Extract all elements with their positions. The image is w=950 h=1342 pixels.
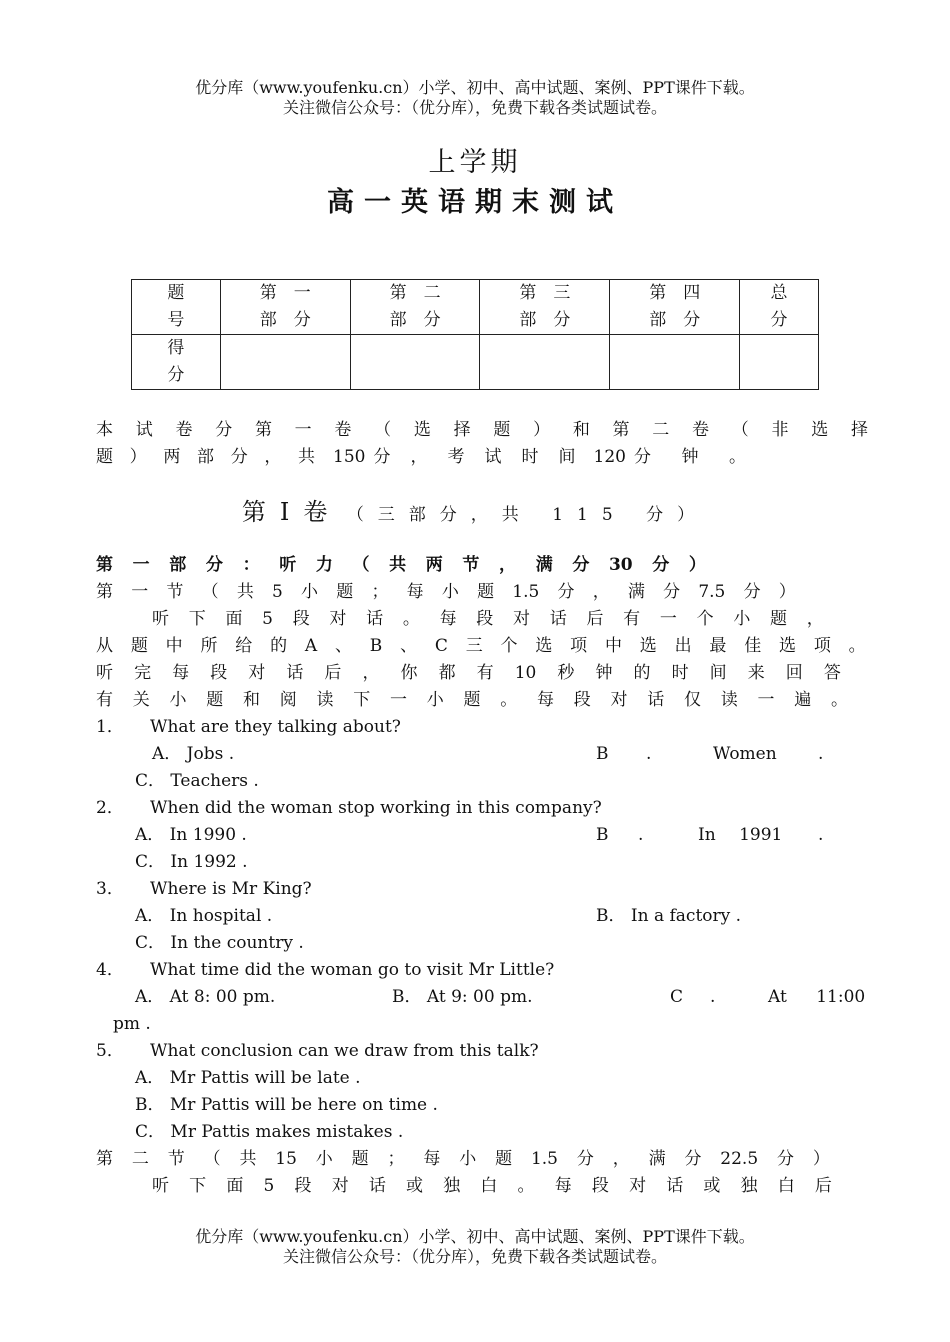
option-c[interactable]: C． Teachers .	[135, 771, 259, 791]
volume-desc: （三部分，共 115 分）	[346, 505, 709, 525]
question-text: What are they talking about?	[150, 717, 401, 737]
score-header-cell: 第 三 部 分	[480, 280, 610, 335]
section1-heading: 第 一 节 （ 共 5 小 题 ； 每 小 题 1.5 分 ， 满 分 7.5 分 ）	[96, 582, 796, 602]
section2-instruction: 听 下 面 5 段 对 话 或 独 白 。 每 段 对 话 或 独 白 后	[152, 1176, 832, 1196]
option-b[interactable]: B． Mr Pattis will be here on time .	[135, 1095, 438, 1115]
intro-text: 分 ， 考 试 时 间	[373, 447, 576, 467]
option-b[interactable]: B． In a factory .	[596, 906, 742, 926]
option-b-dot: .	[638, 825, 644, 845]
score-table-header-row	[132, 280, 819, 335]
score-header-cell: 第 四 部 分	[610, 280, 740, 335]
option-c-label[interactable]: C	[670, 987, 684, 1007]
instruction-line-4: 有 关 小 题 和 阅 读 下 一 小 题 。 每 段 对 话 仅 读 一 遍 。	[96, 690, 848, 710]
question-text: What time did the woman go to visit Mr Little?	[150, 960, 555, 980]
score-input-cell[interactable]	[740, 335, 819, 390]
score-input-cell[interactable]	[480, 335, 610, 390]
total-time: 120	[593, 447, 626, 467]
option-b-dot: .	[646, 744, 652, 764]
part1-heading: 第 一 部 分 ： 听 力 （ 共 两 节 ， 满 分 30 分 ）	[96, 555, 706, 575]
option-c[interactable]: C． Mr Pattis makes mistakes .	[135, 1122, 404, 1142]
intro-text: 分 钟 。	[634, 447, 746, 467]
question-number: 2．	[96, 798, 124, 818]
option-b-end: .	[818, 744, 824, 764]
question-text: What conclusion can we draw from this talk?	[150, 1041, 539, 1061]
option-a[interactable]: A． At 8: 00 pm.	[135, 987, 276, 1007]
section2-heading: 第 二 节 （ 共 15 小 题 ； 每 小 题 1.5 分 ， 满 分 22.5 分 ）	[96, 1149, 830, 1169]
intro-text: 题 ） 两 部 分 ， 共	[96, 447, 316, 467]
volume-heading	[0, 497, 950, 530]
score-label-cell: 得 分	[132, 335, 221, 390]
page-header-line-1: 优分库（www.youfenku.cn）小学、初中、高中试题、案例、PPT课件下载。	[195, 78, 755, 97]
score-input-cell[interactable]	[220, 335, 350, 390]
score-header-cell: 题 号	[132, 280, 221, 335]
instruction-line-2: 从 题 中 所 给 的 A 、 B 、 C 三 个 选 项 中 选 出 最 佳 选 项 。	[96, 636, 866, 656]
option-a[interactable]: A． In 1990 .	[135, 825, 247, 845]
option-b-end: .	[818, 825, 824, 845]
option-b-text[interactable]: In 1991	[698, 825, 783, 845]
score-header-cell: 第 一 部 分	[220, 280, 350, 335]
instruction-line-3: 听 完 每 段 对 话 后 ， 你 都 有 10 秒 钟 的 时 间 来 回 答	[96, 663, 841, 683]
option-a[interactable]: A． Jobs .	[152, 744, 235, 764]
exam-title: 高一英语期末测试	[327, 187, 623, 218]
option-b-label[interactable]: B	[596, 825, 609, 845]
intro-line-2	[96, 444, 746, 471]
option-c-text[interactable]: At 11:00	[768, 987, 866, 1007]
question-number: 1．	[96, 717, 124, 737]
question-number: 3．	[96, 879, 124, 899]
option-b[interactable]: B． At 9: 00 pm.	[392, 987, 533, 1007]
option-c[interactable]: C． In the country .	[135, 933, 304, 953]
question-text: Where is Mr King?	[150, 879, 312, 899]
score-table-score-row	[132, 335, 819, 390]
score-input-cell[interactable]	[350, 335, 480, 390]
page-footer-line-2: 关注微信公众号：（优分库），免费下载各类试题试卷。	[282, 1247, 667, 1266]
page-footer-line-1: 优分库（www.youfenku.cn）小学、初中、高中试题、案例、PPT课件下载。	[195, 1227, 755, 1246]
option-c-dot: .	[710, 987, 716, 1007]
score-input-cell[interactable]	[610, 335, 740, 390]
question-number: 4．	[96, 960, 124, 980]
score-header-cell: 第 二 部 分	[350, 280, 480, 335]
page-header-line-2: 关注微信公众号：（优分库），免费下载各类试题试卷。	[282, 98, 667, 117]
question-text: When did the woman stop working in this company?	[150, 798, 602, 818]
instruction-line-1: 听 下 面 5 段 对 话 。 每 段 对 话 后 有 一 个 小 题 ，	[152, 609, 824, 629]
total-score: 150	[333, 447, 366, 467]
exam-term-title: 上学期	[428, 147, 522, 178]
option-a[interactable]: A． Mr Pattis will be late .	[135, 1068, 361, 1088]
score-table	[131, 279, 819, 390]
option-c[interactable]: C． In 1992 .	[135, 852, 248, 872]
volume-name: 第Ⅰ卷	[241, 498, 342, 526]
option-b-label[interactable]: B	[596, 744, 609, 764]
question-number: 5．	[96, 1041, 124, 1061]
option-b-text[interactable]: Women	[713, 744, 777, 764]
option-c-continued: pm .	[113, 1014, 151, 1034]
score-header-cell: 总 分	[740, 280, 819, 335]
intro-line-1: 本 试 卷 分 第 一 卷 （ 选 择 题 ） 和 第 二 卷 （ 非 选 择	[96, 420, 868, 440]
option-a[interactable]: A． In hospital .	[135, 906, 273, 926]
